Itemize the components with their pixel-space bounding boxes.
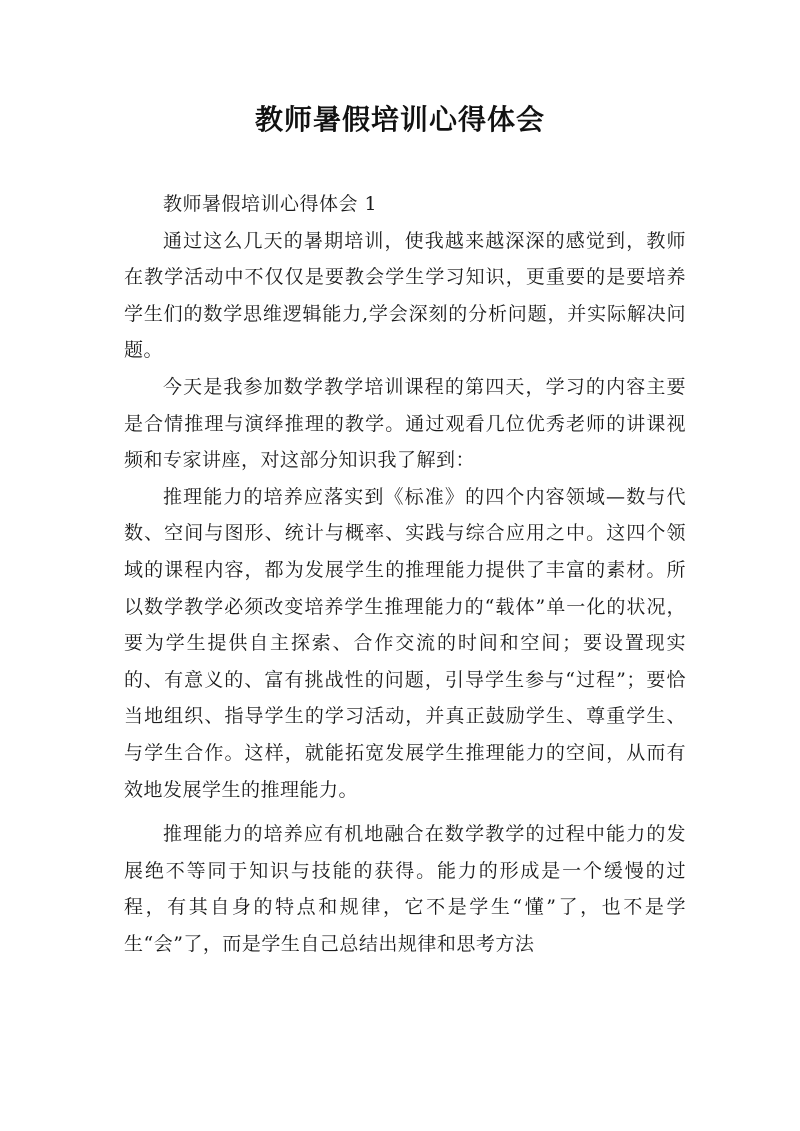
document-body <box>124 186 686 962</box>
paragraph-1: 通过这么几天的暑期培训，使我越来越深深的感觉到，教师在教学活动中不仅仅是要教会学生学习知识，更重要的是要培养学生们的数学思维逻辑能力,学会深刻的分析问题，并实际解决问题。 <box>124 229 686 362</box>
paragraph-4: 推理能力的培养应有机地融合在数学教学的过程中能力的发展绝不等同于知识与技能的获得。能力的形成是一个缓慢的过程，有其自身的特点和规律，它不是学生“懂”了，也不是学生“会”了，而是学生自己总结出规律和思考方法 <box>124 823 686 955</box>
section-heading: 教师暑假培训心得体会 1 <box>162 193 378 215</box>
paragraph-3: 推理能力的培养应落实到《标准》的四个内容领域—数与代数、空间与图形、统计与概率、实践与综合应用之中。这四个领域的课程内容，都为发展学生的推理能力提供了丰富的素材。所以数学教学必须改变培养学生推理能力的“载体”单一化的状况，要为学生提供自主探索、合作交流的时间和空间；要设置现实的、有意义的、富有挑战性的问题，引导学生参与“过程”；要恰当地组织、指导学生的学习活动，并真正鼓励学生、尊重学生、与学生合作。这样，就能拓宽发展学生推理能力的空间，从而有效地发展学生的推理能力。 <box>124 485 686 801</box>
document-title: 教师暑假培训心得体会 <box>254 103 545 136</box>
paragraph-2: 今天是我参加数学教学培训课程的第四天，学习的内容主要是合情推理与演绎推理的教学。通过观看几位优秀老师的讲课视频和专家讲座，对这部分知识我了解到： <box>124 375 686 472</box>
